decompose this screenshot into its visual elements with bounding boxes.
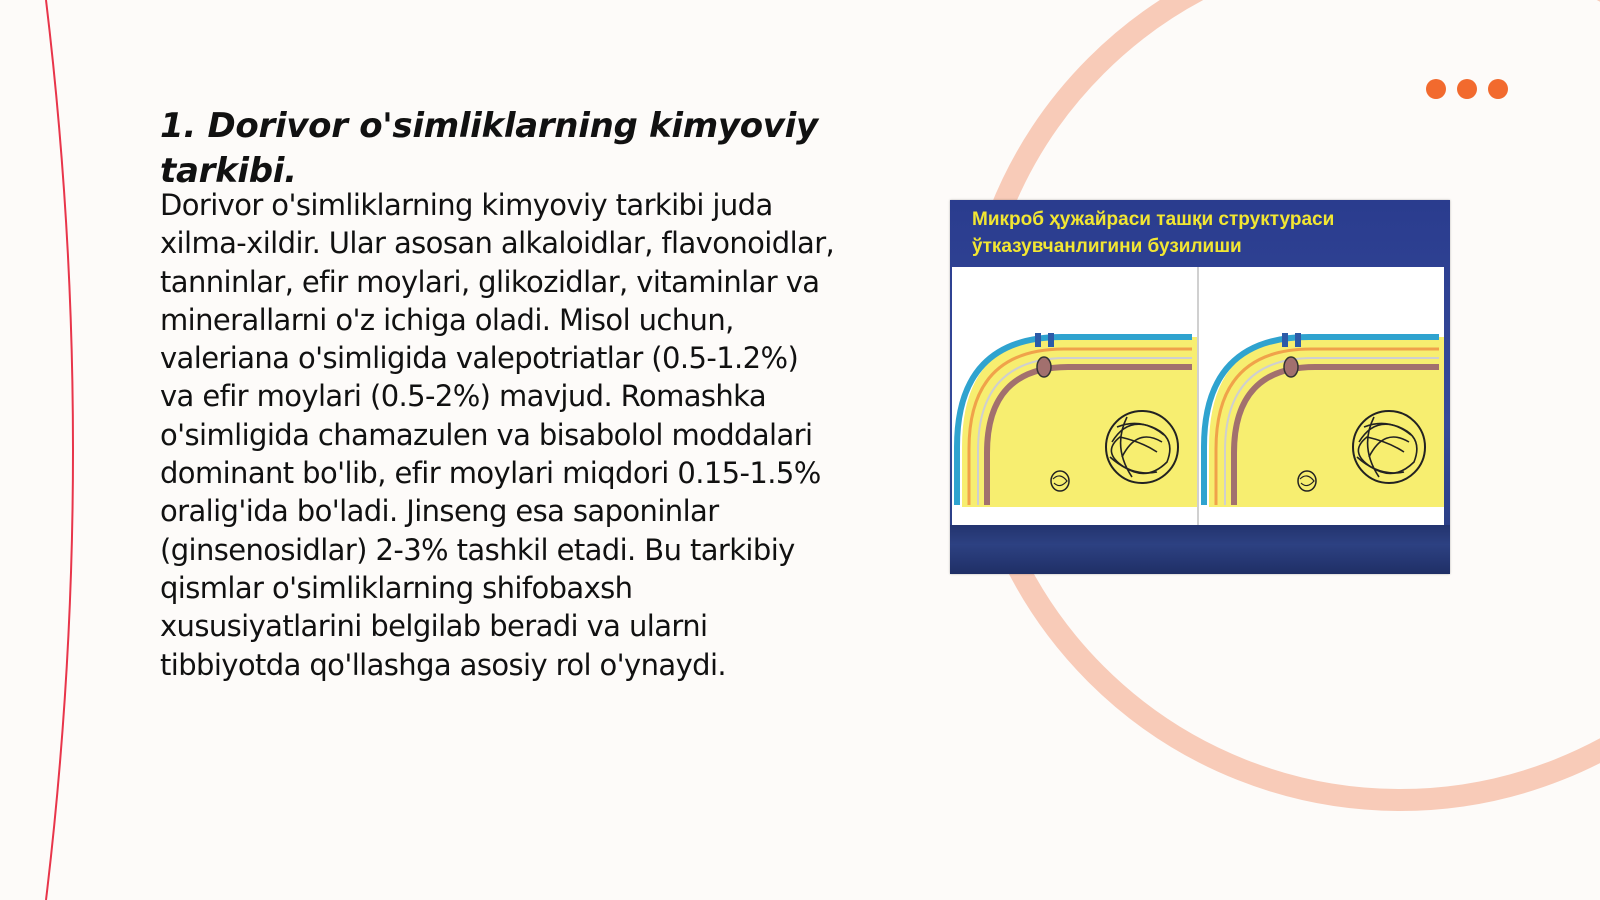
more-dots-icon [1426, 79, 1508, 99]
bacterial-cell-diagram [1199, 267, 1444, 525]
cell-diagram-figure [950, 200, 1450, 574]
figure-bottom-band [950, 525, 1450, 574]
dot [1488, 79, 1508, 99]
left-edge-line [46, 0, 73, 900]
figure-panels [952, 267, 1444, 525]
dot [1457, 79, 1477, 99]
figure-caption: Микроб ҳужайраси ташқи структураси ўтказувчанлигини бузилиши [972, 209, 1335, 257]
bacterial-cell-diagram [952, 267, 1197, 525]
dot [1426, 79, 1446, 99]
slide-title: 1. Dorivor o'simliklarning kimyoviy tarkibi. [160, 106, 818, 191]
cell-panel-left [952, 267, 1199, 525]
cell-panel-right [1199, 267, 1444, 525]
slide-paragraph: Dorivor o'simliklarning kimyoviy tarkibi juda xilma-xildir. Ular asosan alkaloidlar, flavonoidlar, tanninlar, efir moylari, glikozidlar, vitaminlar va minerallarni o'z ichiga oladi. Misol uchun, valeriana o'simligida valepotriatlar (0.5-1.2%) va efir moylari (0.5-2%) mavjud. Romashka o'simligida chamazulen va bisabolol moddalari dominant bo'lib, efir moylari miqdori 0.15-1.5% oralig'ida bo'ladi. Jinseng esa saponinlar (ginsenosidlar) 2-3% tashkil etadi. Bu tarkibiy qismlar o'simliklarning shifobaxsh xususiyatlarini belgilab beradi va ularni tibbiyotda qo'llashga asosiy rol o'ynaydi. [160, 188, 835, 682]
